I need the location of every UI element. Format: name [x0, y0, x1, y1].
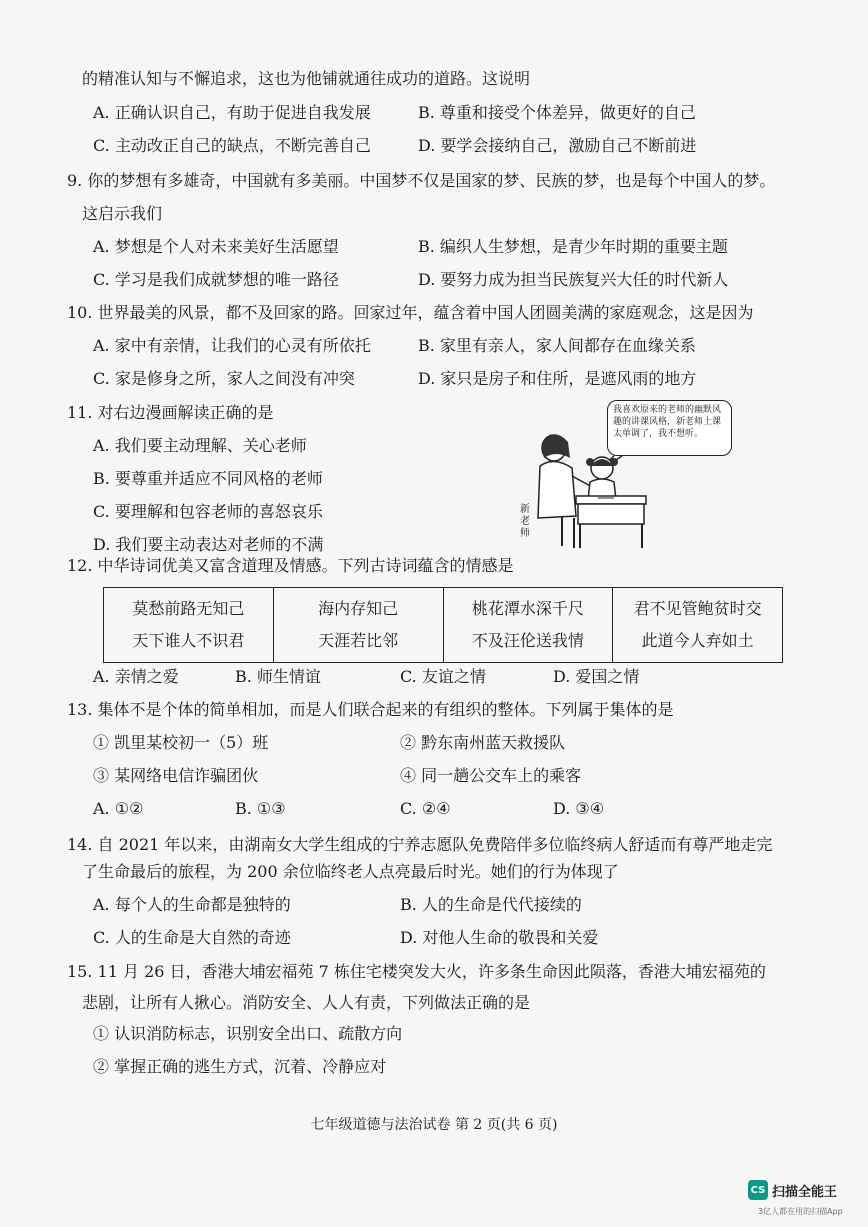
q11-stem: 11. 对右边漫画解读正确的是	[67, 403, 274, 422]
q11-option-b: B. 要尊重并适应不同风格的老师	[93, 469, 323, 488]
q10-option-c: C. 家是修身之所，家人之间没有冲突	[93, 369, 355, 388]
q14-option-b: B. 人的生命是代代接续的	[400, 895, 582, 914]
q15-stem: 15. 11 月 26 日，香港大埔宏福苑 7 栋住宅楼突发大火，许多条生命因此陨落，香港大埔宏福苑的	[67, 962, 766, 981]
q14-option-d: D. 对他人生命的敬畏和关爱	[400, 928, 599, 947]
q8-option-a: A. 正确认识自己，有助于促进自我发展	[93, 103, 371, 122]
q9-option-a: A. 梦想是个人对未来美好生活愿望	[93, 237, 339, 256]
q11-option-a: A. 我们要主动理解、关心老师	[93, 436, 307, 455]
q13-option-d: D. ③④	[553, 799, 605, 818]
q11-option-c: C. 要理解和包容老师的喜怒哀乐	[93, 502, 323, 521]
cartoon-label: 新老师	[520, 504, 530, 539]
q13-option-b: B. ①③	[235, 799, 286, 818]
q9-option-d: D. 要努力成为担当民族复兴大任的时代新人	[418, 270, 729, 289]
q11-option-d: D. 我们要主动表达对老师的不满	[93, 535, 324, 554]
scanner-watermark	[748, 1180, 837, 1200]
q13-stem: 13. 集体不是个体的简单相加，而是人们联合起来的有组织的整体。下列属于集体的是	[67, 700, 674, 719]
q12-stem: 12. 中华诗词优美又富含道理及情感。下列古诗词蕴含的情感是	[67, 556, 514, 575]
watermark-subtitle: 3亿人都在用的扫描App	[758, 1207, 843, 1216]
q15-stem-cont: 悲剧，让所有人揪心。消防安全、人人有责，下列做法正确的是	[82, 993, 531, 1012]
q9-stem-cont: 这启示我们	[82, 204, 163, 223]
camscanner-logo-icon: CS	[748, 1180, 768, 1200]
q13-item-1: ① 凯里某校初一（5）班	[93, 733, 269, 752]
q12-option-a: A. 亲情之爱	[93, 667, 179, 686]
q13-option-a: A. ①②	[93, 799, 144, 818]
q14-stem: 14. 自 2021 年以来，由湖南女大学生组成的宁养志愿队免费陪伴多位临终病人舒适而有尊严地走完	[67, 835, 773, 854]
q12-option-d: D. 爱国之情	[553, 667, 640, 686]
watermark-name: 扫描全能王	[772, 1184, 838, 1200]
q15-item-2: ② 掌握正确的逃生方式，沉着、冷静应对	[93, 1057, 387, 1076]
q14-option-a: A. 每个人的生命都是独特的	[93, 895, 291, 914]
teacher-student-cartoon	[514, 396, 656, 556]
q12-option-c: C. 友谊之情	[400, 667, 486, 686]
q8-option-d: D. 要学会接纳自己，激励自己不断前进	[418, 136, 697, 155]
q13-item-4: ④ 同一趟公交车上的乘客	[400, 766, 582, 785]
q14-option-c: C. 人的生命是大自然的奇迹	[93, 928, 291, 947]
q10-stem: 10. 世界最美的风景，都不及回家的路。回家过年，蕴含着中国人团圆美满的家庭观念，这是因为	[67, 303, 754, 322]
poem-cell: 桃花潭水深千尺 不及汪伦送我情	[443, 588, 613, 663]
q13-item-2: ② 黔东南州蓝天救援队	[400, 733, 566, 752]
q9-option-b: B. 编织人生梦想，是青少年时期的重要主题	[418, 237, 728, 256]
page-footer: 七年级道德与法治试卷 第 2 页(共 6 页)	[310, 1117, 558, 1133]
cartoon-speech-bubble: 我喜欢原来的老师的幽默风趣的讲课风格，新老师上课太单调了，我不想听。	[607, 400, 732, 456]
poem-cell: 莫愁前路无知己 天下谁人不识君	[104, 588, 274, 663]
q10-option-b: B. 家里有亲人，家人间都存在血缘关系	[418, 336, 696, 355]
poem-cell: 海内存知己 天涯若比邻	[273, 588, 443, 663]
q9-option-c: C. 学习是我们成就梦想的唯一路径	[93, 270, 339, 289]
q13-item-3: ③ 某网络电信诈骗团伙	[93, 766, 259, 785]
q15-item-1: ① 认识消防标志，识别安全出口、疏散方向	[93, 1024, 403, 1043]
q14-stem-cont: 了生命最后的旅程，为 200 余位临终老人点亮最后时光。她们的行为体现了	[82, 862, 619, 881]
poem-cell: 君不见管鲍贫时交 此道今人弃如土	[613, 588, 783, 663]
poem-table	[103, 587, 783, 663]
q8-option-b: B. 尊重和接受个体差异，做更好的自己	[418, 103, 696, 122]
q10-option-d: D. 家只是房子和住所，是遮风雨的地方	[418, 369, 697, 388]
q8-stem: 的精准认知与不懈追求，这也为他铺就通往成功的道路。这说明	[82, 69, 531, 88]
q9-stem: 9. 你的梦想有多雄奇，中国就有多美丽。中国梦不仅是国家的梦、民族的梦，也是每个中国人的梦。	[67, 171, 776, 190]
q13-option-c: C. ②④	[400, 799, 451, 818]
q10-option-a: A. 家中有亲情，让我们的心灵有所依托	[93, 336, 371, 355]
q12-option-b: B. 师生情谊	[235, 667, 321, 686]
q8-option-c: C. 主动改正自己的缺点，不断完善自己	[93, 136, 371, 155]
